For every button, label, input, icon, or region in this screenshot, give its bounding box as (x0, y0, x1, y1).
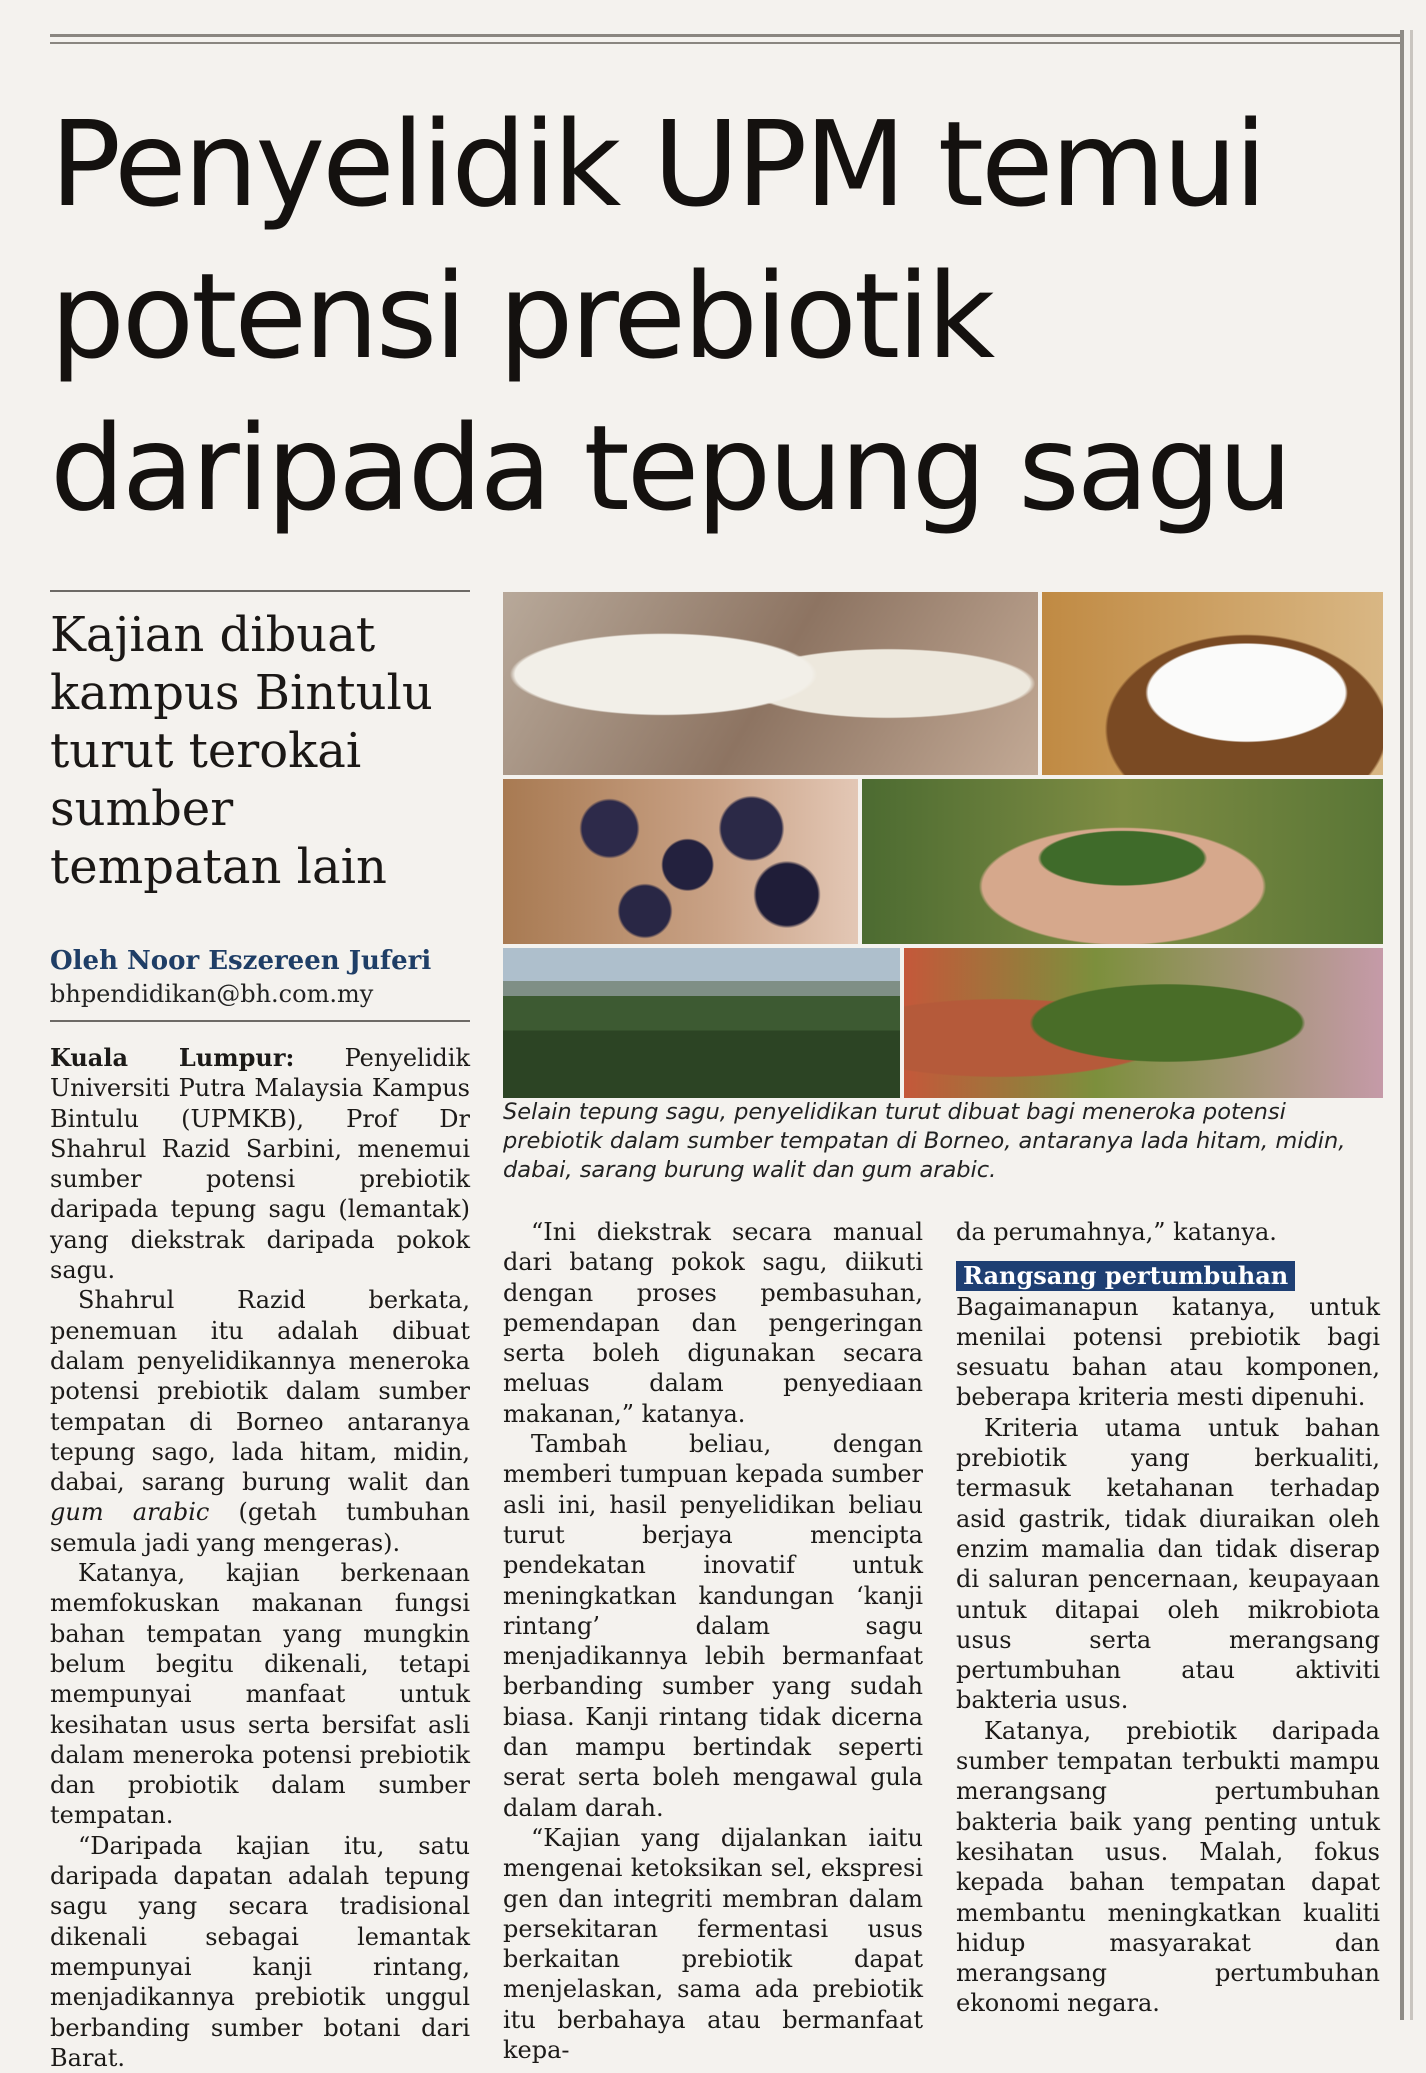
black-pepper-photo (862, 779, 1383, 944)
headline-line-1: Penyelidik UPM temui (50, 95, 1265, 233)
section-kicker: Rangsang pertumbuhan (956, 1261, 1295, 1291)
body-paragraph: Bagaimanapun katanya, untuk menilai potensi prebiotik bagi sesuatu bahan atau komponen, beberapa kriteria mesti dipenuhi. (956, 1292, 1380, 1412)
borneo-forest-photo (503, 948, 900, 1098)
flour-bowl-photo (1042, 592, 1383, 775)
headline-line-3: daripada tepung sagu (50, 399, 1290, 537)
article-column-1 (50, 1043, 470, 2073)
dabai-fruit-photo (503, 779, 858, 944)
article-column-3 (956, 1217, 1380, 2019)
body-paragraph: “Kajian yang dijalankan iaitu mengenai ketoksikan sel, ekspresi gen dan integriti membran dalam persekitaran fermentasi usus berkaitan prebiotik dapat menjelaskan, sama ada prebiotik itu berbahaya atau bermanfaat kepa- (503, 1823, 923, 2065)
photo-collage (503, 592, 1383, 1094)
subhead-top-rule (50, 590, 470, 592)
body-text-italic: gum arabic (50, 1498, 210, 1527)
byline (50, 944, 470, 1010)
page-edge-shadow (1410, 30, 1413, 2020)
top-rule (50, 34, 1400, 37)
article-column-2 (503, 1217, 923, 2065)
body-paragraph: da perumahnya,” katanya. (956, 1218, 1277, 1246)
dateline: Kuala Lumpur: (50, 1043, 295, 1072)
top-rule-thin (50, 42, 1400, 44)
body-paragraph: “Daripada kajian itu, satu daripada dapatan adalah tepung sagu yang secara tradisional dikenali sebagai lemantak mempunyai kanji rintang, menjadikannya prebiotik unggul berbanding sumber botani dari Barat. (50, 1831, 470, 2072)
body-text: (getah tumbuhan semula jadi yang mengeras). (50, 1498, 471, 1557)
sago-starch-photo (503, 592, 1038, 775)
body-paragraph (50, 1043, 470, 1285)
byline-bottom-rule (50, 1020, 470, 1022)
body-text: Shahrul Razid berkata, penemuan itu adalah dibuat dalam penyelidikannya meneroka potensi prebiotik dalam sumber tempatan di Borneo antaranya tepung sago, lada hitam, midin, dabai, sarang burung walit dan (50, 1286, 470, 1497)
author-name: Oleh Noor Eszereen Juferi (50, 946, 432, 976)
headline-line-2: potensi prebiotik (50, 247, 993, 385)
headline (50, 88, 1410, 544)
body-paragraph: Tambah beliau, dengan memberi tumpuan kepada sumber asli ini, hasil penyelidikan beliau turut berjaya mencipta pendekatan inovatif untuk meningkatkan kandungan ‘kanji rintang’ dalam sagu menjadikannya lebih bermanfaat berbanding sumber yang sudah biasa. Kanji rintang tidak dicerna dan mampu bertindak seperti serat serta boleh mengawal gula dalam darah. (503, 1430, 923, 1822)
body-paragraph: Katanya, prebiotik daripada sumber tempatan terbukti mampu merangsang pertumbuhan bakteria baik yang penting untuk kesihatan usus. Malah, fokus kepada bahan tempatan dapat membantu meningkatkan kualiti hidup masyarakat dan merangsang pertumbuhan ekonomi negara. (956, 1716, 1380, 2018)
photo-caption: Selain tepung sagu, penyelidikan turut dibuat bagi meneroka potensi prebiotik dalam sumber tempatan di Borneo, antaranya lada hitam, midin, dabai, sarang burung walit dan gum arabic. (503, 1099, 1346, 1183)
body-paragraph (50, 1285, 470, 1558)
lead-text: Penyelidik Universiti Putra Malaysia Kampus Bintulu (UPMKB), Prof Dr Shahrul Razid Sarbini, menemui sumber potensi prebiotik daripada tepung sagu (lemantak) yang diekstrak daripada pokok sagu. (50, 1044, 470, 1285)
body-paragraph: Katanya, kajian berkenaan memfokuskan makanan fungsi bahan tempatan yang mungkin belum begitu dikenali, tetapi mempunyai manfaat untuk kesihatan usus serta bersifat asli dalam meneroka potensi prebiotik dan probiotik dalam sumber tempatan. (50, 1559, 470, 1830)
body-paragraph: “Ini diekstrak secara manual dari batang pokok sagu, diikuti dengan proses pembasuhan, pemendapan dan pengeringan serta boleh digunakan secara meluas dalam penyediaan makanan,” katanya. (503, 1218, 923, 1428)
body-paragraph: Kriteria utama untuk bahan prebiotik yang berkualiti, termasuk ketahanan terhadap asid gastrik, tidak diuraikan oleh enzim mamalia dan tidak diserap di saluran pencernaan, keupayaan untuk ditapai oleh mikrobiota usus serta merangsang pertumbuhan atau aktiviti bakteria usus. (956, 1413, 1380, 1715)
author-email: bhpendidikan@bh.com.my (50, 980, 374, 1008)
subheadline: Kajian dibuat kampus Bintulu turut terokai sumber tempatan lain (50, 607, 433, 895)
midin-fern-photo (904, 948, 1383, 1098)
